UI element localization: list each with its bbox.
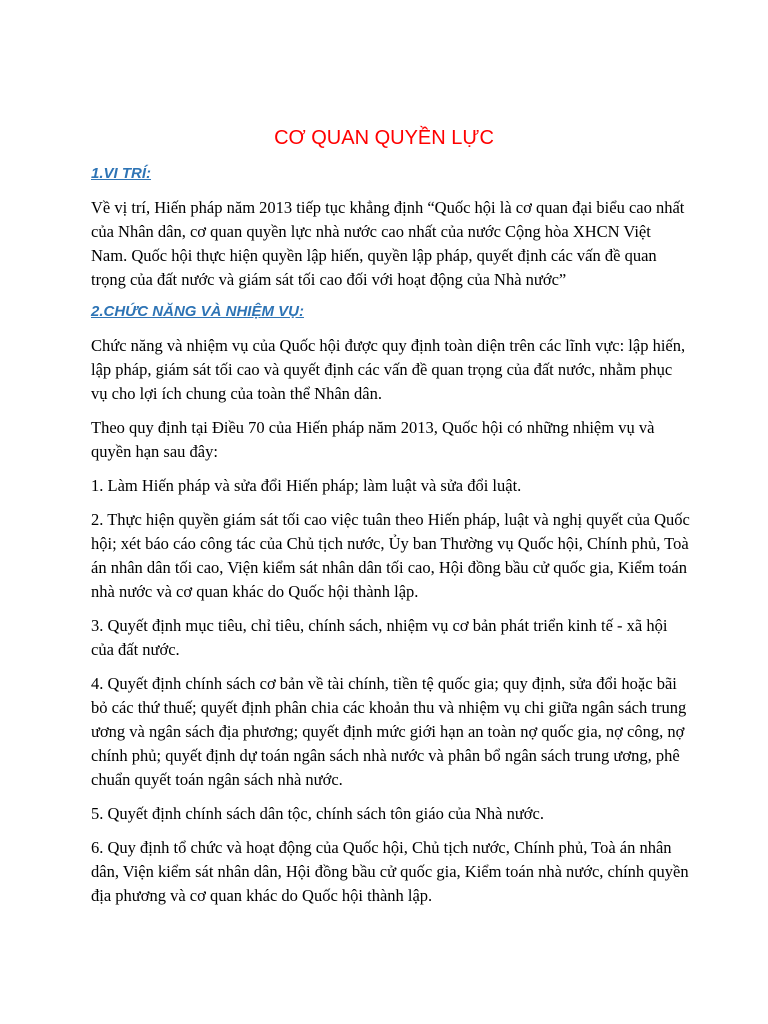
list-item-1: 1. Làm Hiến pháp và sửa đổi Hiến pháp; làm luật và sửa đổi luật. (91, 476, 522, 495)
list-item-5: 5. Quyết định chính sách dân tộc, chính sách tôn giáo của Nhà nước. (91, 804, 544, 823)
section-heading-chuc-nang: 2.CHỨC NĂNG VÀ NHIỆM VỤ: (91, 303, 304, 320)
section-heading-vi-tri: 1.VI TRÍ: (91, 165, 152, 182)
list-item-4: 4. Quyết định chính sách cơ bản về tài chính, tiền tệ quốc gia; quy định, sửa đổi hoặc bãi bỏ các thứ thuế; quyết định phân chia các khoản thu và nhiệm vụ chi giữa ngân sách trung ương và ngân sách địa phương; quyết định mức giới hạn an toàn nợ quốc gia, nợ công, nợ chính phủ; quyết định dự toán ngân sách nhà nước và phân bổ ngân sách trung ương, phê chuẩn quyết toán ngân sách nhà nước. (91, 674, 687, 789)
paragraph-dieu-70: Theo quy định tại Điều 70 của Hiến pháp năm 2013, Quốc hội có những nhiệm vụ và quyền hạn sau đây: (91, 418, 655, 461)
document-body (91, 164, 691, 918)
list-item-2: 2. Thực hiện quyền giám sát tối cao việc tuân theo Hiến pháp, luật và nghị quyết của Quốc hội; xét báo cáo công tác của Chủ tịch nước, Ủy ban Thường vụ Quốc hội, Chính phủ, Toà án nhân dân tối cao, Viện kiểm sát nhân dân tối cao, Hội đồng bầu cử quốc gia, Kiểm toán nhà nước và cơ quan khác do Quốc hội thành lập. (91, 510, 690, 601)
paragraph-vi-tri: Về vị trí, Hiến pháp năm 2013 tiếp tục khẳng định “Quốc hội là cơ quan đại biểu cao nhất của Nhân dân, cơ quan quyền lực nhà nước cao nhất của nước Cộng hòa XHCN Việt Nam. Quốc hội thực hiện quyền lập hiến, quyền lập pháp, quyết định các vấn đề quan trọng của đất nước và giám sát tối cao đối với hoạt động của Nhà nước” (91, 198, 685, 289)
list-item-3: 3. Quyết định mục tiêu, chỉ tiêu, chính sách, nhiệm vụ cơ bản phát triển kinh tế - xã hội của đất nước. (91, 616, 668, 659)
paragraph-chuc-nang-intro: Chức năng và nhiệm vụ của Quốc hội được quy định toàn diện trên các lĩnh vực: lập hiến, lập pháp, giám sát tối cao và quyết định các vấn đề quan trọng của đất nước, nhằm phục vụ cho lợi ích chung của toàn thể Nhân dân. (91, 336, 686, 403)
list-item-6: 6. Quy định tổ chức và hoạt động của Quốc hội, Chủ tịch nước, Chính phủ, Toà án nhân dân, Viện kiểm sát nhân dân, Hội đồng bầu cử quốc gia, Kiểm toán nhà nước, chính quyền địa phương và cơ quan khác do Quốc hội thành lập. (91, 838, 689, 905)
document-title: CƠ QUAN QUYỀN LỰC (274, 127, 494, 149)
